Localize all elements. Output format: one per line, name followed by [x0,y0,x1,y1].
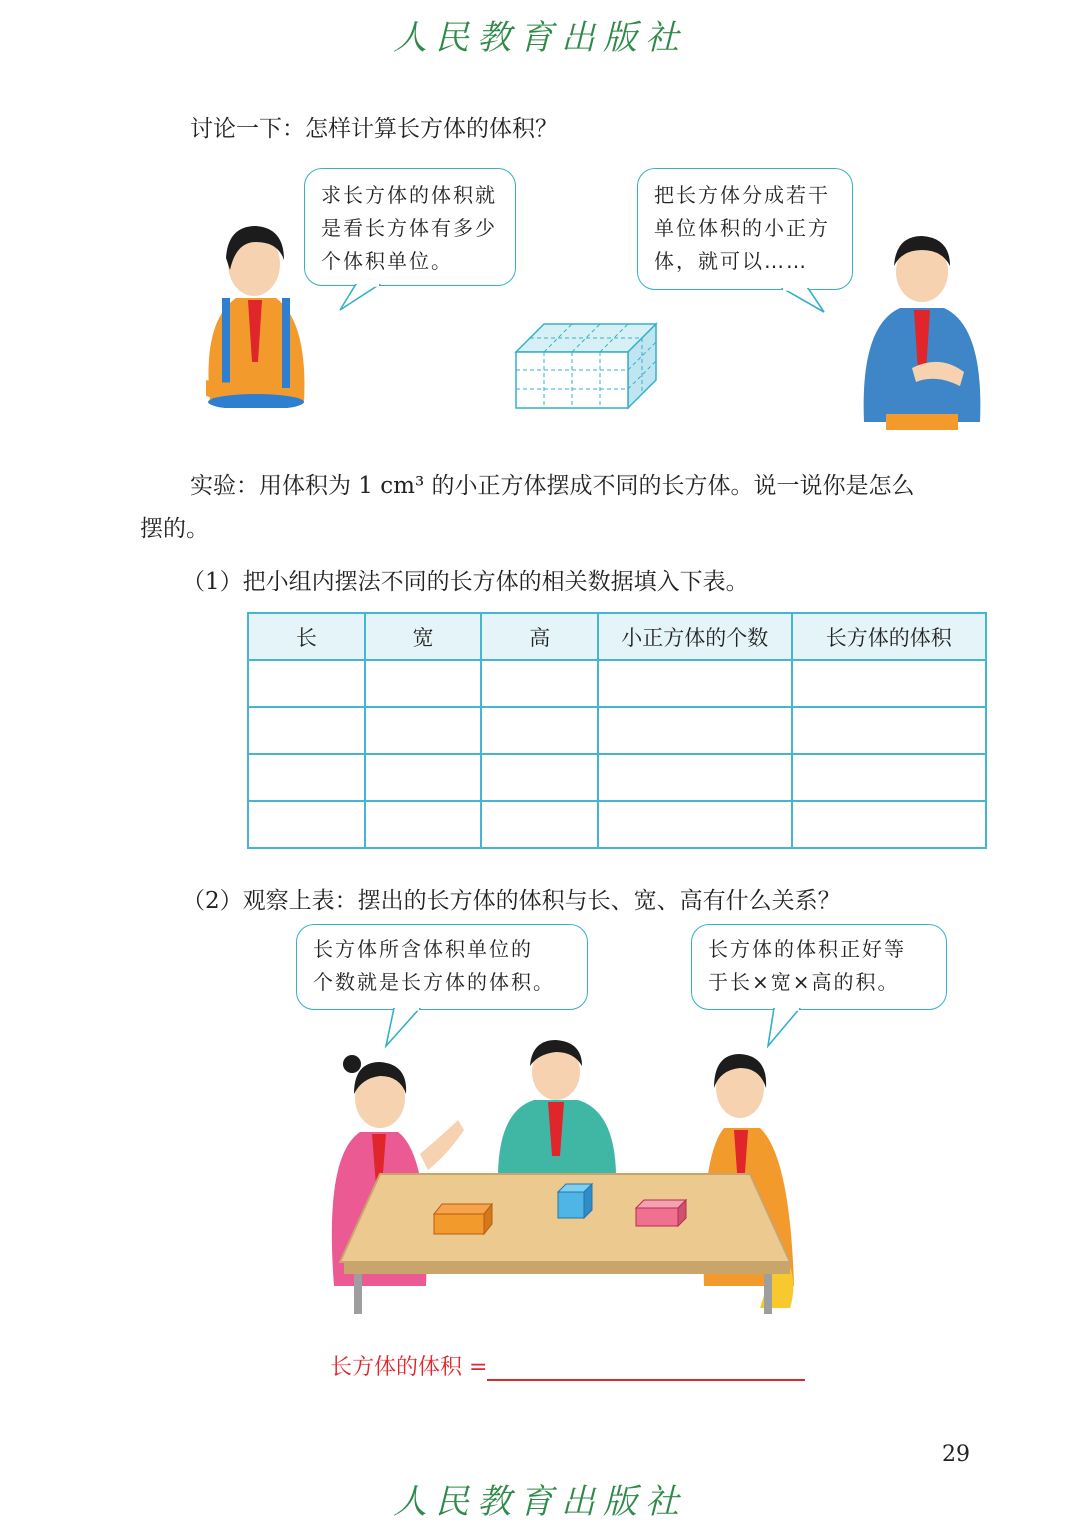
speech-bubble-bottom-right [691,924,947,1010]
speech-bubble-right [637,168,853,290]
table-cell[interactable] [248,801,365,848]
table-header-row [248,613,986,660]
table-cell[interactable] [598,754,791,801]
table-cell[interactable] [792,660,987,707]
girl-illustration [196,212,312,408]
blue-block [558,1184,592,1218]
students-at-table-illustration [320,1036,810,1318]
table-cell[interactable] [481,801,598,848]
table-cell[interactable] [792,801,987,848]
answer-blank[interactable] [487,1355,805,1381]
table-row [248,707,986,754]
speech-bubble-bottom-left [296,924,588,1010]
header-cube-count: 小正方体的个数 [598,613,791,660]
table-row [248,801,986,848]
table-row [248,660,986,707]
table-cell[interactable] [598,707,791,754]
table-cell[interactable] [365,707,482,754]
experiment-line-1: 实验：用体积为 1 cm³ 的小正方体摆成不同的长方体。说一说你是怎么 [190,473,915,499]
table-row [248,754,986,801]
page-number: 29 [942,1442,970,1467]
table-cell[interactable] [365,754,482,801]
bubble-line: 求长方体的体积就 [321,183,497,207]
table-cell[interactable] [481,754,598,801]
bubble-line: 个数就是长方体的体积。 [313,970,555,994]
table-cell[interactable] [481,707,598,754]
data-table [247,612,987,849]
table-cell[interactable] [365,801,482,848]
table-cell[interactable] [365,660,482,707]
speech-bubble-left [304,168,516,286]
header-width: 宽 [365,613,482,660]
experiment-line-2: 摆的。 [140,516,209,542]
publisher-footer: 人民教育出版社 [393,1482,687,1522]
bubble-line: 单位体积的小正方 [654,216,830,240]
bubble-tail [778,288,828,314]
bubble-tail [336,284,386,312]
answer-line [330,1350,805,1381]
bubble-line: 长方体所含体积单位的 [313,937,533,961]
bubble-line: 长方体的体积正好等 [708,937,906,961]
header-length: 长 [248,613,365,660]
table-cell[interactable] [598,801,791,848]
table-cell[interactable] [248,754,365,801]
table-cell[interactable] [481,660,598,707]
publisher-header: 人民教育出版社 [393,18,687,58]
orange-block [434,1204,492,1234]
boy-illustration [856,222,988,430]
bubble-line: 是看长方体有多少 [321,216,497,240]
table-cell[interactable] [792,754,987,801]
header-height: 高 [481,613,598,660]
pink-block [636,1200,686,1226]
bubble-line: 于长×宽×高的积。 [708,970,900,994]
header-volume: 长方体的体积 [792,613,987,660]
bubble-line: 个体积单位。 [321,249,453,273]
table-cell[interactable] [792,707,987,754]
table-cell[interactable] [598,660,791,707]
step-1-instruction: （1）把小组内摆法不同的长方体的相关数据填入下表。 [182,569,749,595]
table-cell[interactable] [248,660,365,707]
bubble-line: 把长方体分成若干 [654,183,830,207]
cuboid-illustration [510,318,664,414]
discussion-prompt: 讨论一下：怎样计算长方体的体积？ [190,116,558,142]
table-cell[interactable] [248,707,365,754]
bubble-line: 体，就可以…… [654,249,808,273]
answer-label: 长方体的体积 = [330,1355,488,1380]
step-2-instruction: （2）观察上表：摆出的长方体的体积与长、宽、高有什么关系？ [182,888,841,914]
